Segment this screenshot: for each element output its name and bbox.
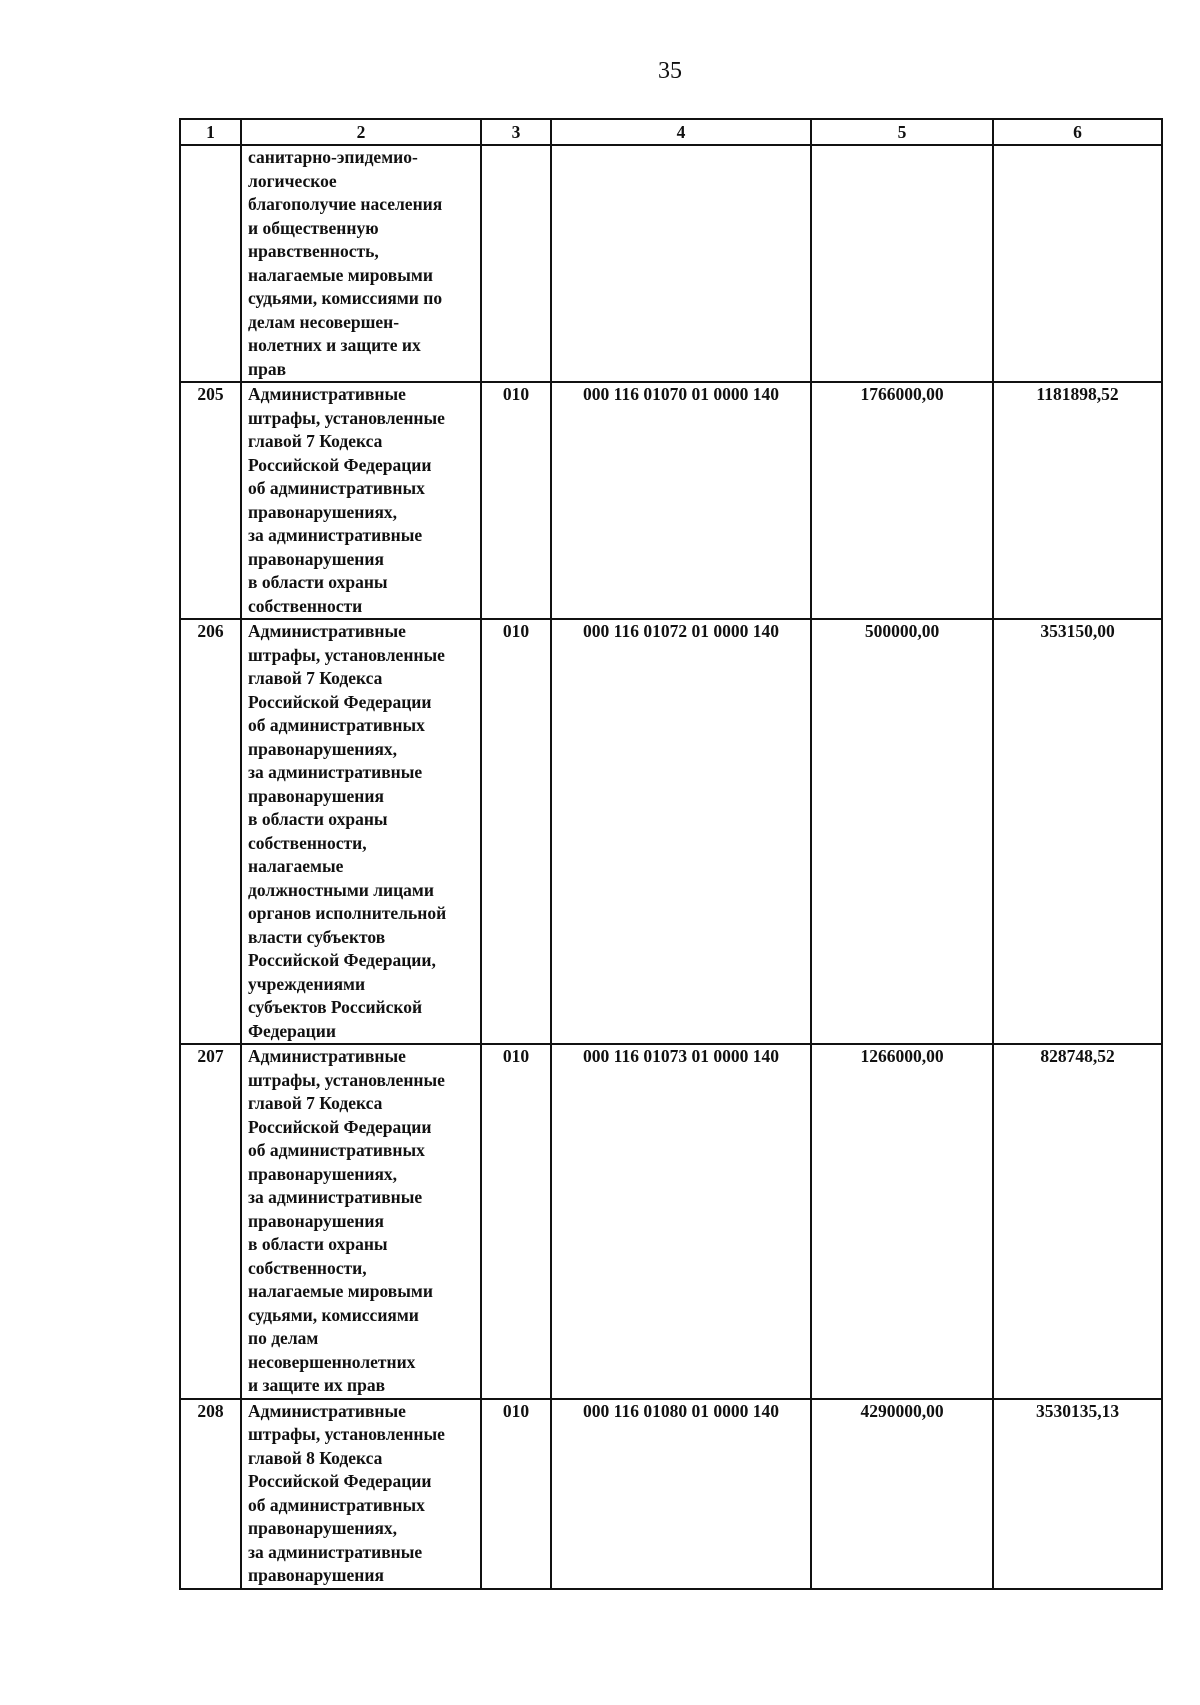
column-header-5: 5 [811, 119, 993, 145]
budget-table [179, 118, 1163, 1590]
executed-amount: 3530135,13 [993, 1399, 1162, 1589]
table-row [180, 145, 1162, 382]
row-number: 208 [180, 1399, 241, 1589]
table-row [180, 1044, 1162, 1399]
admin-code [481, 145, 551, 382]
column-header-3: 3 [481, 119, 551, 145]
table-row [180, 619, 1162, 1044]
revenue-name: Административные штрафы, установленные главой 7 Кодекса Российской Федерации об административных правонарушениях, за административные правонарушения в области охраны собственности, налагаемые мировыми судьями, комиссиями по делам несовершеннолетних и защите их прав [241, 1044, 481, 1399]
admin-code: 010 [481, 1044, 551, 1399]
planned-amount: 500000,00 [811, 619, 993, 1044]
executed-amount: 353150,00 [993, 619, 1162, 1044]
planned-amount [811, 145, 993, 382]
budget-classification-code: 000 116 01070 01 0000 140 [551, 382, 811, 619]
row-number: 206 [180, 619, 241, 1044]
executed-amount: 828748,52 [993, 1044, 1162, 1399]
planned-amount: 1766000,00 [811, 382, 993, 619]
page-number: 35 [658, 58, 682, 84]
column-header-2: 2 [241, 119, 481, 145]
row-number [180, 145, 241, 382]
revenue-name: Административные штрафы, установленные главой 7 Кодекса Российской Федерации об административных правонарушениях, за административные правонарушения в области охраны собственности, налагаемые должностными лицами органов исполнительной власти субъектов Российской Федерации, учреждениями субъектов Российской Федерации [241, 619, 481, 1044]
planned-amount: 4290000,00 [811, 1399, 993, 1589]
column-header-1: 1 [180, 119, 241, 145]
executed-amount [993, 145, 1162, 382]
admin-code: 010 [481, 619, 551, 1044]
table-row [180, 1399, 1162, 1589]
revenue-name: Административные штрафы, установленные главой 8 Кодекса Российской Федерации об административных правонарушениях, за административные правонарушения [241, 1399, 481, 1589]
planned-amount: 1266000,00 [811, 1044, 993, 1399]
revenue-name: Административные штрафы, установленные главой 7 Кодекса Российской Федерации об административных правонарушениях, за административные правонарушения в области охраны собственности [241, 382, 481, 619]
executed-amount: 1181898,52 [993, 382, 1162, 619]
admin-code: 010 [481, 1399, 551, 1589]
table-header-row [180, 119, 1162, 145]
budget-classification-code: 000 116 01080 01 0000 140 [551, 1399, 811, 1589]
revenue-name: санитарно-эпидемио- логическое благополучие населения и общественную нравственность, налагаемые мировыми судьями, комиссиями по делам несовершен- нолетних и защите их прав [241, 145, 481, 382]
row-number: 207 [180, 1044, 241, 1399]
row-number: 205 [180, 382, 241, 619]
column-header-4: 4 [551, 119, 811, 145]
budget-classification-code: 000 116 01072 01 0000 140 [551, 619, 811, 1044]
budget-classification-code [551, 145, 811, 382]
table-row [180, 382, 1162, 619]
admin-code: 010 [481, 382, 551, 619]
budget-classification-code: 000 116 01073 01 0000 140 [551, 1044, 811, 1399]
column-header-6: 6 [993, 119, 1162, 145]
